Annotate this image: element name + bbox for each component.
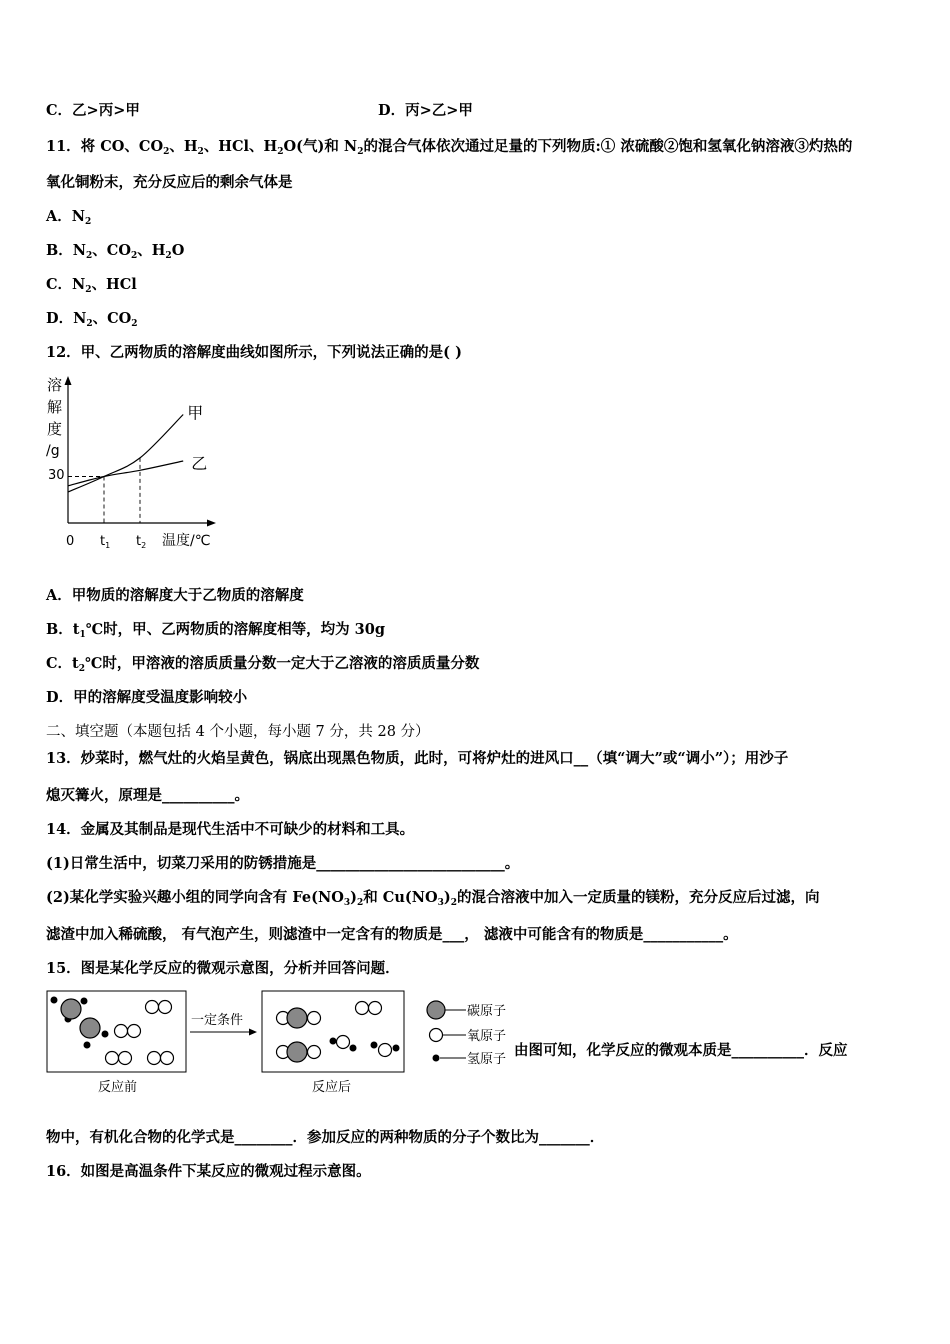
series-yi <box>68 461 183 486</box>
legend-hydrogen: 氢原子 <box>467 1052 507 1067</box>
before-label: 反应前 <box>98 1080 138 1095</box>
legend-oxygen-icon <box>430 1029 443 1042</box>
q12-option-c: C．$t_2℃$时，甲溶液的溶质质量分数一定大于乙溶液的溶质质量分数 <box>46 655 480 674</box>
q11-stem-line2: 氧化铜粉末，充分反应后的剩余气体是 <box>46 174 293 191</box>
q12-option-a: A．甲物质的溶解度大于乙物质的溶解度 <box>46 587 304 604</box>
x-tick-0: 0 <box>66 534 75 549</box>
legend-hydrogen-icon <box>433 1055 440 1062</box>
q15-question-inline: 由图可知，化学反应的微观本质是__________．反应 <box>514 1042 848 1059</box>
q12-option-d: D．甲的溶解度受温度影响较小 <box>46 689 248 706</box>
legend-carbon: 碳原子 <box>467 1004 507 1019</box>
q13-line1: 13．炒菜时，燃气灶的火焰呈黄色，锅底出现黑色物质，此时，可将炉灶的进风口__（填“调大”或“调小”）；用沙子 <box>46 750 789 767</box>
q13-line2: 熄灭篝火，原理是__________。 <box>46 787 249 804</box>
y-label-1: 溶 <box>47 376 63 394</box>
y-tick-30: 30 <box>48 468 65 483</box>
q12-option-b: B．$t_1℃$时，甲、乙两物质的溶解度相等，均为 30g <box>46 621 385 640</box>
q11-stem: 11．将 CO、$CO_2$、$H_2$、HCl、$H_2O$(气)和 $N_2$的混合气体依次通过足量的下列物质:① 浓硫酸②饱和氢氧化钠溶液③灼热的 <box>46 138 853 157</box>
q15-stem: 15．图是某化学反应的微观示意图，分析并回答问题． <box>46 960 400 977</box>
q12-stem: 12．甲、乙两物质的溶解度曲线如图所示，下列说法正确的是( ) <box>46 344 462 361</box>
q14-part2: (2)某化学实验兴趣小组的同学向含有 $Fe(NO_3)_2$和 $Cu(NO_3)_2$的混合溶液中加入一定质量的镁粉，充分反应后过滤，向 <box>46 889 820 908</box>
after-box <box>262 991 404 1072</box>
q11-option-b: B．$N_2$、$CO_2$、$H_2O$ <box>46 242 185 261</box>
series-jia <box>68 415 183 493</box>
after-label: 反应后 <box>312 1080 352 1095</box>
q10-option-c: C．乙>丙>甲 <box>46 102 140 119</box>
section-2-title: 二、填空题（本题包括 4 个小题，每小题 7 分，共 28 分） <box>46 724 430 740</box>
legend-carbon-icon <box>427 1001 445 1019</box>
reaction-arrowhead <box>249 1029 257 1036</box>
x-axis-label: 温度/℃ <box>162 533 211 549</box>
y-label-3: 度 <box>47 420 63 438</box>
q16-stem: 16．如图是高温条件下某反应的微观过程示意图。 <box>46 1163 371 1180</box>
q14-stem: 14．金属及其制品是现代生活中不可缺少的材料和工具。 <box>46 821 415 838</box>
x-tick-t1: $t_1$ <box>100 534 111 550</box>
x-axis-arrow <box>207 520 216 527</box>
q11-option-d: D．$N_2$、$CO_2$ <box>46 310 138 329</box>
series-label-yi: 乙 <box>191 454 208 473</box>
q11-option-c: C．$N_2$、HCl <box>46 276 137 295</box>
y-label-4: /g <box>46 443 60 459</box>
q11-option-a: A．$N_2$ <box>46 208 92 227</box>
series-label-jia: 甲 <box>187 403 204 423</box>
q15-question-line2: 物中，有机化合物的化学式是________．参加反应的两种物质的分子个数比为_______． <box>46 1129 605 1146</box>
q14-part2-line2: 滤渣中加入稀硫酸， 有气泡产生，则滤渣中一定含有的物质是___， 滤液中可能含有的物质是___________。 <box>46 926 738 943</box>
y-axis-arrow <box>65 376 72 385</box>
reaction-diagram <box>46 988 514 1098</box>
legend <box>427 1001 506 1067</box>
condition-label: 一定条件 <box>191 1013 244 1028</box>
q10-option-d: D．丙>乙>甲 <box>378 102 473 119</box>
legend-oxygen: 氧原子 <box>467 1029 507 1044</box>
q14-part1: (1)日常生活中，切菜刀采用的防锈措施是__________________________。 <box>46 855 520 872</box>
y-label-2: 解 <box>47 398 63 416</box>
solubility-chart <box>44 373 229 558</box>
x-tick-t2: $t_2$ <box>136 534 147 550</box>
